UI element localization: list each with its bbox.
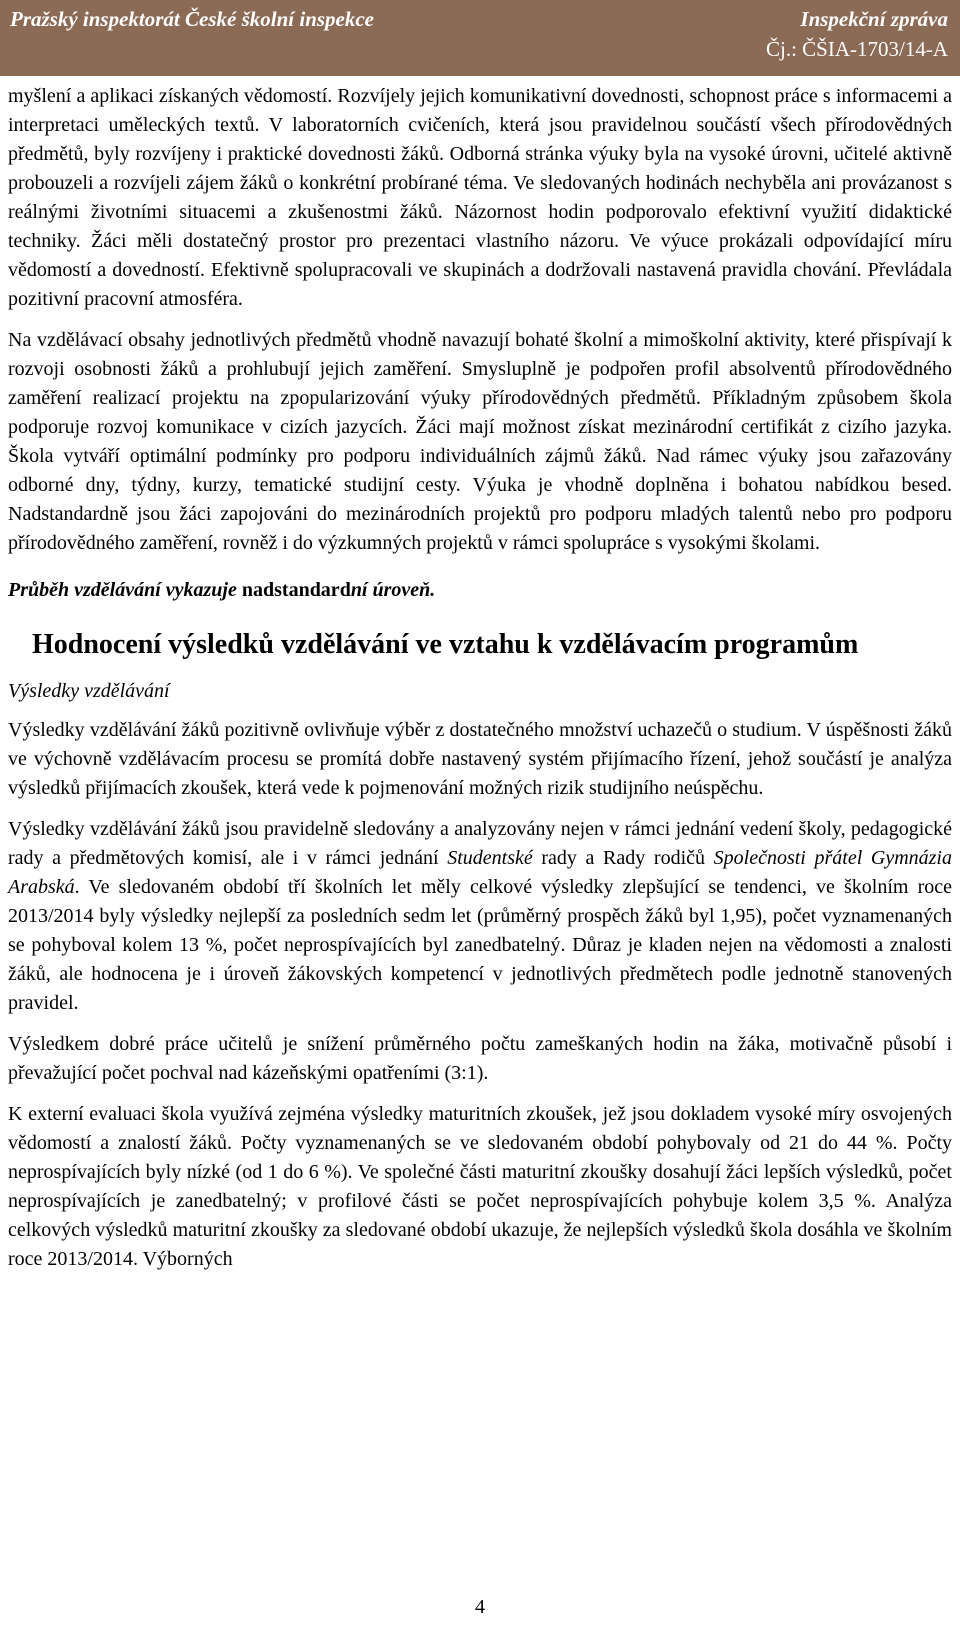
paragraph-teaching: myšlení a aplikaci získaných vědomostí. Rozvíjely jejich komunikativní dovednosti, schopnost práce s informacemi a interpretaci uměleckých textů. V laboratorních cvičeních, která jsou pravidelnou součástí všech přírodovědných předmětů, byly rozvíjeny i praktické dovednosti žáků. Odborná stránka výuky byla na vysoké úrovni, učitelé aktivně probouzeli a rozvíjeli zájem žáků o konkrétní probírané téma. Ve sledovaných hodinách nechyběla ani provázanost s reálnými životními situacemi a zkušenostmi žáků. Názornost hodin podporovalo efektivní využití didaktické techniky. Žáci měli dostatečný prostor pro prezentaci vlastního názoru. Ve výuce prokázali odpovídající míru vědomostí a dovedností. Efektivně spolupracovali ve skupinách a dodržovali nastavená pravidla chování. Převládala pozitivní pracovní atmosféra. bbox=[8, 85, 952, 310]
section-heading: Hodnocení výsledků vzdělávání ve vztahu k vzdělávacím programům bbox=[32, 629, 859, 660]
header-reference-number: Čj.: ČŠIA-1703/14-A bbox=[765, 37, 948, 61]
results-monitoring-italic-1: Studentské bbox=[447, 847, 533, 869]
paragraph-activities: Na vzdělávací obsahy jednotlivých předmětů vhodně navazují bohaté školní a mimoškolní aktivity, které přispívají k rozvoji osobnosti žáků a prohlubují jejich zaměření. Smysluplně je podpořen profil absolventů přírodovědného zaměření realizací projektu na zpopularizování výuky přírodovědných předmětů. Příkladným způsobem škola podporuje rozvoj komunikace v cizích jazycích. Žáci mají možnost získat mezinárodní certifikát z cizího jazyka. Škola vytváří optimální podmínky pro podporu individuálních zájmů žáků. Nad rámec výuky jsou zařazovány odborné dny, týdny, kurzy, tematické studijní cesty. Výuka je vhodně doplněna i bohatou nabídkou besed. Nadstandardně jsou žáci zapojováni do mezinárodních projektů pro podporu mladých talentů nebo pro podporu přírodovědného zaměření, rovněž i do výzkumných projektů v rámci spolupráce s vysokými školami. bbox=[8, 329, 952, 554]
results-monitoring-text-b: rady a Rady rodičů bbox=[532, 847, 714, 869]
verdict-prefix: Průběh vzdělávání vykazuje bbox=[8, 579, 242, 601]
verdict-suffix: ní úroveň. bbox=[350, 579, 436, 601]
verdict-statement bbox=[8, 576, 952, 605]
page-header bbox=[0, 0, 960, 76]
verdict-level: nadstandard bbox=[241, 579, 351, 601]
results-monitoring-text-c: . Ve sledovaném období tří školních let měly celkové výsledky zlepšující se tendenci, ve školním roce 2013/2014 byly výsledky nejlepší za posledních sedm let (průměrný prospěch žáků byl 1,95), počet vyznamenaných se pohyboval kolem 13 %, počet neprospívajících byl zanedbatelný. Důraz je kladen nejen na vědomosti a znalosti žáků, ale hodnocena je i úroveň žákovských kompetencí v jednotlivých předmětech podle jednotně stanovených pravidel. bbox=[8, 876, 952, 1014]
paragraph-results-external: K externí evaluaci škola využívá zejména výsledky maturitních zkoušek, jež jsou dokladem vysoké míry osvojených vědomostí a znalostí žáků. Počty vyznamenaných se ve sledovaném období pohybovaly od 21 do 44 %. Počty neprospívajících byly nízké (od 1 do 6 %). Ve společné části maturitní zkoušky dosahují žáci lepších výsledků, počet neprospívajících je zanedbatelný; v profilové části se počet neprospívajících pohybuje kolem 3,5 %. Analýza celkových výsledků maturitní zkoušky za sledované období ukazuje, že nejlepších výsledků škola dosáhla ve školním roce 2013/2014. Výborných bbox=[8, 1103, 952, 1270]
header-organization: Pražský inspektorát České školní inspekce bbox=[10, 7, 375, 31]
header-document-type: Inspekční zpráva bbox=[800, 7, 948, 31]
section-subtitle: Výsledky vzdělávání bbox=[8, 680, 170, 702]
paragraph-results-admission: Výsledky vzdělávání žáků pozitivně ovlivňuje výběr z dostatečného množství uchazečů o studium. V úspěšnosti žáků ve výchovně vzdělávacím procesu se promítá dobře nastavený systém přijímacího řízení, jehož součástí je analýza výsledků přijímacích zkoušek, která vede k pojmenování možných rizik studijního neúspěchu. bbox=[8, 719, 952, 799]
paragraph-results-monitoring bbox=[8, 815, 952, 1018]
page-number: 4 bbox=[475, 1596, 485, 1618]
results-monitoring-text-a: Výsledky vzdělávání žáků jsou pravidelně sledovány a analyzovány nejen v rámci jednání vedení školy, pedagogické rady a předmětových komisí, ale i v rámci jednání bbox=[8, 818, 952, 869]
page-content bbox=[8, 82, 952, 1286]
paragraph-results-absence: Výsledkem dobré práce učitelů je snížení průměrného počtu zameškaných hodin na žáka, motivačně působí i převažující počet pochval nad kázeňskými opatřeními (3:1). bbox=[8, 1033, 952, 1084]
results-monitoring-italic-2: Společnosti přátel Gymnázia Arabská bbox=[8, 847, 952, 898]
